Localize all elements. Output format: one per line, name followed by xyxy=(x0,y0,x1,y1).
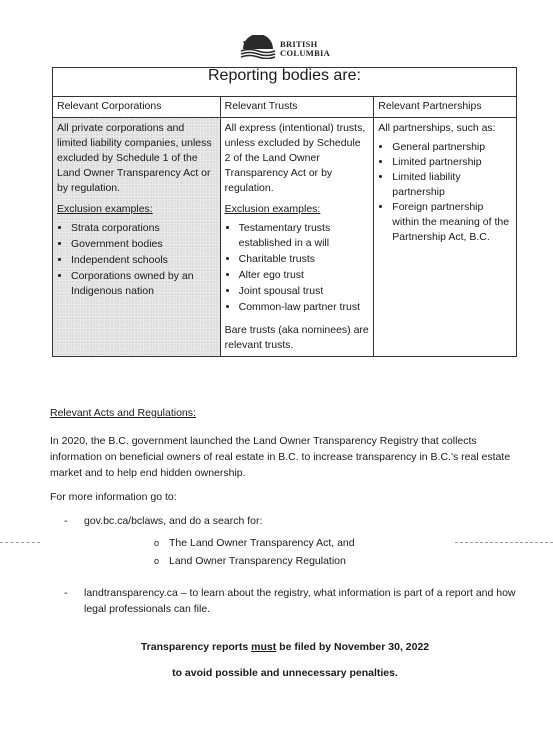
partnerships-intro: All partnerships, such as: xyxy=(378,122,496,134)
sub-item-text: Land Owner Transparency Regulation xyxy=(169,555,346,567)
bare-trusts-note: Bare trusts (aka nominees) are relevant trusts. xyxy=(224,324,369,351)
list-item: • Strata corporations xyxy=(71,221,216,236)
list-item: • Joint spousal trust xyxy=(239,284,370,299)
deadline-line1 xyxy=(50,639,520,655)
more-info-label: For more information go to: xyxy=(50,491,177,503)
circle-bullet-icon: o xyxy=(153,556,159,566)
list-item: • Alter ego trust xyxy=(239,268,370,283)
partnerships-list xyxy=(378,140,512,245)
acts-section xyxy=(50,405,520,681)
scan-line-right xyxy=(455,542,553,543)
list-item: • Testamentary trusts established in a will xyxy=(239,221,370,251)
deadline-line2: to avoid possible and unnecessary penalties. xyxy=(172,667,398,679)
corporations-exclusion-list xyxy=(57,221,216,299)
column-header-partnerships: Relevant Partnerships xyxy=(374,97,517,118)
scan-line-left xyxy=(0,542,40,543)
sub-item-text: The Land Owner Transparency Act, and xyxy=(169,537,355,549)
reporting-bodies-table xyxy=(52,67,517,357)
trusts-exclusion-list xyxy=(225,221,370,315)
bclaws-sub-list xyxy=(84,535,520,569)
table-title: Reporting bodies are: xyxy=(53,68,517,97)
landtransparency-text[interactable]: landtransparency.ca – to learn about the registry, what information is part of a report and how legal professionals can file. xyxy=(84,587,516,615)
deadline-suffix: be filed by November 30, 2022 xyxy=(276,641,430,653)
logo-text-line2: COLUMBIA xyxy=(280,48,331,58)
list-item: • Government bodies xyxy=(71,237,216,252)
deadline-must: must xyxy=(251,641,277,653)
list-item: • Limited partnership xyxy=(392,155,512,170)
bc-logo xyxy=(240,33,340,63)
deadline-prefix: Transparency reports xyxy=(140,641,252,653)
list-item: • Limited liability partnership xyxy=(392,170,512,200)
list-item xyxy=(84,553,520,569)
bullet-bclaws xyxy=(50,513,520,571)
corporations-exclusion-heading: Exclusion examples: xyxy=(57,203,153,215)
acts-heading: Relevant Acts and Regulations: xyxy=(50,407,196,419)
logo-text-line1: BRITISH xyxy=(280,39,318,49)
dash-marker: - xyxy=(64,587,68,599)
list-item: • Charitable trusts xyxy=(239,252,370,267)
dash-marker: - xyxy=(64,515,68,527)
list-item: • Independent schools xyxy=(71,253,216,268)
bclaws-link-text[interactable]: gov.bc.ca/bclaws, and do a search for: xyxy=(84,515,263,527)
bc-sun-logo-icon xyxy=(240,35,276,59)
list-item: • Corporations owned by an Indigenous nation xyxy=(71,269,216,299)
circle-bullet-icon: o xyxy=(153,538,159,548)
list-item xyxy=(84,535,520,551)
column-header-trusts: Relevant Trusts xyxy=(220,97,374,118)
list-item: • Foreign partnership within the meaning of the Partnership Act, B.C. xyxy=(392,200,512,245)
list-item: • General partnership xyxy=(392,140,512,155)
bullet-landtransparency xyxy=(50,585,520,617)
registry-paragraph: In 2020, the B.C. government launched the Land Owner Transparency Registry that collects information on beneficial owners of real estate in B.C. to increase transparency in B.C.'s real estate market and to help end hidden ownership. xyxy=(50,435,511,479)
trusts-exclusion-heading: Exclusion examples: xyxy=(224,203,321,215)
list-item: • Common-law partner trust xyxy=(239,300,370,315)
trusts-intro: All express (intentional) trusts, unless excluded by Schedule 2 of the Land Owner Transparency Act or by regulation. xyxy=(224,122,366,194)
corporations-cell xyxy=(53,118,221,357)
partnerships-cell xyxy=(374,118,517,357)
column-header-corporations: Relevant Corporations xyxy=(53,97,221,118)
trusts-cell xyxy=(220,118,374,357)
corporations-intro: All private corporations and limited liability companies, unless excluded by Schedule 1 of the Land Owner Transparency Act or by regulation. xyxy=(57,122,212,194)
